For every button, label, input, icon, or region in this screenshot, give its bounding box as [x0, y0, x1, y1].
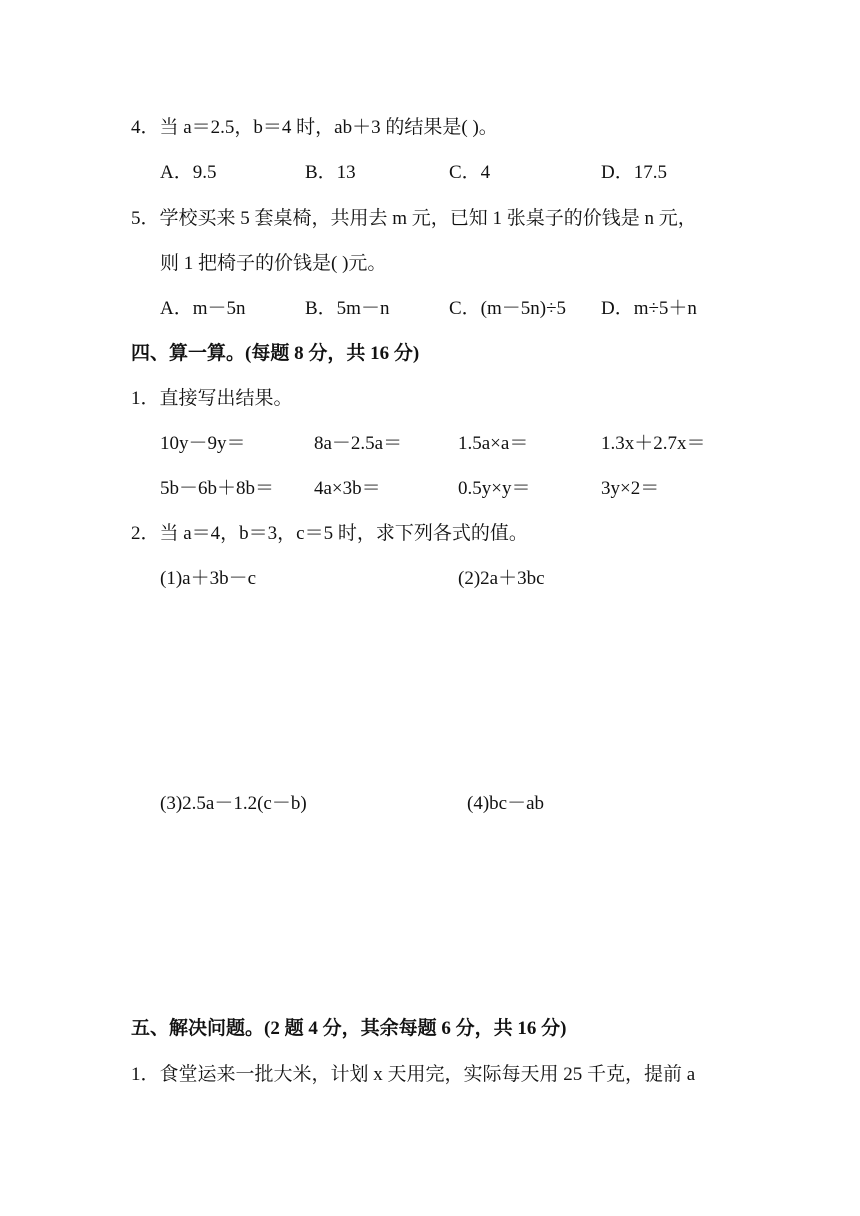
section5-q1-line1: 1．食堂运来一批大米，计划 x 天用完，实际每天用 25 千克，提前 a — [131, 1064, 696, 1085]
section4-q2-stem: 2．当 a＝4，b＝3，c＝5 时，求下列各式的值。 — [131, 523, 528, 544]
q5-option-a: A．m－5n — [160, 298, 246, 319]
eval-item-1: (1)a＋3b－c — [160, 568, 257, 589]
eval-item-2: (2)2a＋3bc — [458, 568, 545, 589]
calc-item: 3y×2＝ — [601, 478, 660, 499]
q5-option-d: D．m÷5＋n — [601, 298, 697, 319]
q4-option-b: B．13 — [305, 162, 356, 183]
calc-item: 8a－2.5a＝ — [314, 433, 403, 454]
eval-item-4: (4)bc－ab — [467, 793, 545, 814]
q5-option-b: B．5m－n — [305, 298, 390, 319]
q4-stem: 4．当 a＝2.5，b＝4 时，ab＋3 的结果是( )。 — [131, 117, 498, 138]
q4-option-a: A．9.5 — [160, 162, 217, 183]
q5-option-c: C．(m－5n)÷5 — [449, 298, 567, 319]
calc-item: 0.5y×y＝ — [458, 478, 531, 499]
q4-option-c: C．4 — [449, 162, 491, 183]
calc-item: 10y－9y＝ — [160, 433, 246, 454]
q5-stem-line2: 则 1 把椅子的价钱是( )元。 — [160, 253, 387, 274]
calc-item: 4a×3b＝ — [314, 478, 381, 499]
calc-item: 5b－6b＋8b＝ — [160, 478, 275, 499]
section5-title: 五、解决问题。(2 题 4 分，其余每题 6 分，共 16 分) — [131, 1018, 567, 1039]
calc-item: 1.3x＋2.7x＝ — [601, 433, 706, 454]
q4-option-d: D．17.5 — [601, 162, 667, 183]
calc-item: 1.5a×a＝ — [458, 433, 529, 454]
eval-item-3: (3)2.5a－1.2(c－b) — [160, 793, 307, 814]
section4-title: 四、算一算。(每题 8 分，共 16 分) — [131, 343, 420, 364]
q5-stem-line1: 5．学校买来 5 套桌椅，共用去 m 元，已知 1 张桌子的价钱是 n 元， — [131, 208, 697, 229]
section4-q1-stem: 1．直接写出结果。 — [131, 388, 293, 409]
